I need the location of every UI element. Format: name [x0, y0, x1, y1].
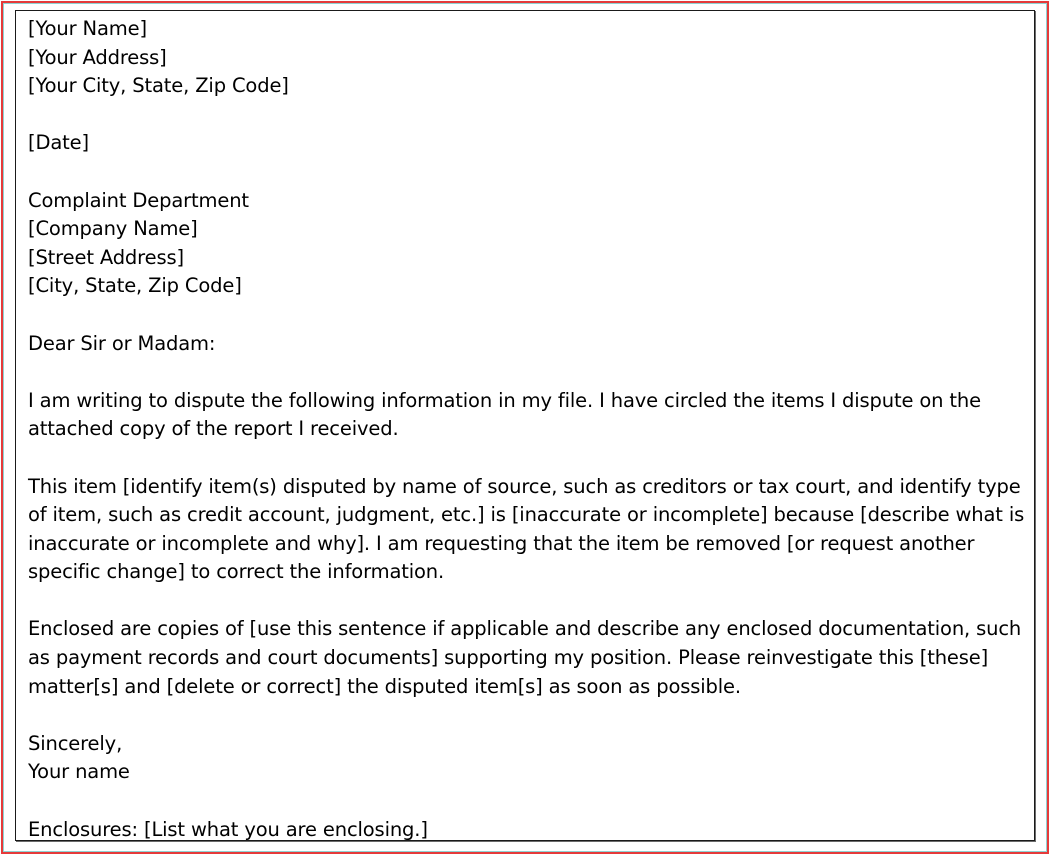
body-line: This item [identify item(s) disputed by name of source, such as creditors or tax court, and identify type — [28, 474, 1021, 498]
recipient-street: [Street Address] — [28, 245, 184, 269]
body-line: I am writing to dispute the following information in my file. I have circled the items I dispute on the — [28, 388, 981, 412]
closing-block — [28, 730, 1023, 787]
body-paragraph-1 — [28, 387, 1023, 444]
recipient-company: [Company Name] — [28, 217, 198, 241]
body-line: matter[s] and [delete or correct] the disputed item[s] as soon as possible. — [28, 674, 741, 698]
body-line: as payment records and court documents] supporting my position. Please reinvestigate this [these] — [28, 646, 989, 670]
sender-block — [28, 15, 1023, 101]
letter-date: [Date] — [28, 131, 89, 155]
body-paragraph-2 — [28, 473, 1023, 587]
enclosures-block — [28, 816, 1023, 845]
letter-body — [28, 15, 1023, 844]
body-line: attached copy of the report I received. — [28, 417, 399, 441]
body-line: inaccurate or incomplete and why]. I am requesting that the item be removed [or request another — [28, 531, 975, 555]
body-line: Enclosed are copies of [use this sentence if applicable and describe any enclosed documentation, such — [28, 617, 1022, 641]
date-block — [28, 129, 1023, 158]
enclosures: Enclosures: [List what you are enclosing.] — [28, 817, 428, 841]
recipient-city-state-zip: [City, State, Zip Code] — [28, 274, 242, 298]
sender-city-state-zip: [Your City, State, Zip Code] — [28, 74, 289, 98]
recipient-block — [28, 187, 1023, 301]
recipient-department: Complaint Department — [28, 188, 249, 212]
salutation-block — [28, 330, 1023, 359]
letter-frame — [15, 10, 1035, 841]
salutation: Dear Sir or Madam: — [28, 331, 216, 355]
closing: Sincerely, — [28, 731, 123, 755]
body-line: specific change] to correct the information. — [28, 560, 445, 584]
sender-address: [Your Address] — [28, 45, 167, 69]
signature: Your name — [28, 760, 130, 784]
body-line: of item, such as credit account, judgment, etc.] is [inaccurate or incomplete] because [describe what is — [28, 503, 1025, 527]
sender-name: [Your Name] — [28, 17, 147, 40]
body-paragraph-3 — [28, 615, 1023, 701]
